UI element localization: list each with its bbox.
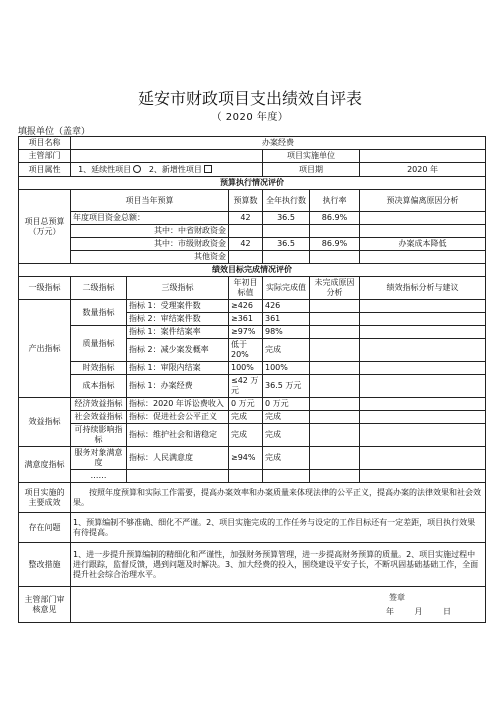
budget-cell: 42 xyxy=(229,212,263,225)
sign-label: 签章 xyxy=(389,592,406,602)
l3-label: 指标：2020 年诉讼费收入 xyxy=(127,398,229,411)
l2-label: 数量指标 xyxy=(71,300,127,326)
budget-header: 全年执行数 xyxy=(263,190,310,212)
circle-icon xyxy=(133,165,141,173)
filler-unit-label: 填报单位（盖章） xyxy=(18,127,91,137)
analysis-cell xyxy=(360,375,486,398)
actual-value: 完成 xyxy=(263,339,310,362)
perf-header: 一级指标 xyxy=(19,277,71,300)
measures-text: 1、进一步提升预算编制的精细化和严谨性，加强财务预算管理，进一步提高财务预算的质量。2、项目实施过程中进行跟踪，监督反馈，遇到问题及时解决。3、加大经费的投入，围绕建设平安子长，不断巩固基础基础工作，全面提升社会综合治理水平。 xyxy=(71,543,486,587)
output-indicator-label: 产出指标 xyxy=(19,300,71,398)
year-line: （ 2020 年度） xyxy=(211,112,289,123)
reason-cell xyxy=(310,326,360,339)
target-value: 完成 xyxy=(229,424,263,447)
budget-cell xyxy=(360,212,486,225)
perf-header: 实际完成值 xyxy=(263,277,310,300)
target-value: 100% xyxy=(229,362,263,375)
analysis-cell xyxy=(360,447,486,470)
problem-label: 存在问题 xyxy=(19,513,71,543)
analysis-cell xyxy=(360,398,486,411)
review-cell xyxy=(71,587,486,623)
period-value: 2020 年 xyxy=(360,163,486,177)
l3-label: 指标：促进社会公平正义 xyxy=(127,411,229,424)
perf-header: 年初目标值 xyxy=(229,277,263,300)
problem-text: 1、预算编制不够准确、细化不严谨。2、项目实施完成的工作任务与设定的工作目标还有一定差距，项目执行效果有待提高。 xyxy=(71,513,486,543)
checkbox-icon xyxy=(204,165,212,173)
budget-header: 预算数 xyxy=(229,190,263,212)
budget-cell: 36.5 xyxy=(263,212,310,225)
impl-unit-value xyxy=(360,150,486,163)
actual-value: 36.5 万元 xyxy=(263,375,310,398)
reason-cell xyxy=(310,411,360,424)
analysis-cell xyxy=(360,411,486,424)
l2-label: 成本指标 xyxy=(71,375,127,398)
evaluation-table xyxy=(18,136,486,623)
budget-cell xyxy=(263,225,310,238)
l2-label: 社会效益指标 xyxy=(71,411,127,424)
budget-cell xyxy=(229,251,263,264)
actual-value: 100% xyxy=(263,362,310,375)
reason-cell xyxy=(310,424,360,447)
review-label: 主管部门审核意见 xyxy=(19,587,71,623)
budget-cell xyxy=(360,251,486,264)
budget-section-title: 预算执行情况评价 xyxy=(19,177,486,190)
project-name-value: 办案经费 xyxy=(71,137,486,150)
l3-label: 指标 1：受理案件数 xyxy=(127,300,229,313)
budget-header: 执行率 xyxy=(310,190,360,212)
actual-value: 0 万元 xyxy=(263,398,310,411)
total-budget-label: 项目总预算（万元） xyxy=(19,190,71,264)
page-title: 延安市财政项目支出绩效自评表 xyxy=(137,89,362,108)
date-label: 年 月 日 xyxy=(385,606,452,616)
budget-cell xyxy=(360,225,486,238)
reason-cell xyxy=(310,375,360,398)
l2-label: 质量指标 xyxy=(71,326,127,362)
perf-header: 未完成原因分析 xyxy=(310,277,360,300)
analysis-cell xyxy=(360,339,486,362)
target-value: 0 万元 xyxy=(229,398,263,411)
actual-value: 361 xyxy=(263,313,310,326)
budget-header: 预决算偏离原因分析 xyxy=(360,190,486,212)
dept-value xyxy=(71,150,263,163)
benefit-indicator-label: 效益指标 xyxy=(19,398,71,447)
budget-cell: 36.5 xyxy=(263,238,310,251)
budget-row-label: 其他资金 xyxy=(71,251,229,264)
reason-cell xyxy=(310,339,360,362)
l2-label: 时效指标 xyxy=(71,362,127,375)
target-value: ≥361 xyxy=(229,313,263,326)
satisfaction-indicator-label: 满意度指标 xyxy=(19,447,71,483)
reason-cell xyxy=(310,447,360,470)
analysis-cell xyxy=(360,362,486,375)
analysis-cell xyxy=(360,326,486,339)
l3-label: 指标 1：案件结案率 xyxy=(127,326,229,339)
analysis-cell xyxy=(360,313,486,326)
impl-unit-label: 项目实施单位 xyxy=(263,150,360,163)
analysis-cell xyxy=(360,424,486,447)
attr-continuing-label: 1、延续性项目 xyxy=(78,164,132,174)
reason-cell xyxy=(310,300,360,313)
analysis-cell xyxy=(360,470,486,483)
analysis-cell xyxy=(360,300,486,313)
l2-label: 服务对象满意度 xyxy=(71,447,127,470)
budget-row-label: 年度项目资金总额： xyxy=(71,212,229,225)
reason-cell xyxy=(310,398,360,411)
perf-header: 三级指标 xyxy=(127,277,229,300)
reason-cell xyxy=(310,362,360,375)
dept-label: 主管部门 xyxy=(19,150,71,163)
perf-section-title: 绩效目标完成情况评价 xyxy=(19,264,486,277)
perf-header: 二级指标 xyxy=(71,277,127,300)
actual-value: 完成 xyxy=(263,447,310,470)
attr-options xyxy=(71,163,263,177)
target-value: 低于 20% xyxy=(229,339,263,362)
budget-header: 项目当年预算 xyxy=(71,190,229,212)
target-value: ≥94% xyxy=(229,447,263,470)
budget-row-label: 其中：市级财政资金 xyxy=(71,238,229,251)
actual-value: 完成 xyxy=(263,411,310,424)
budget-cell: 42 xyxy=(229,238,263,251)
budget-cell xyxy=(310,251,360,264)
effect-label: 项目实施的主要成效 xyxy=(19,483,71,513)
perf-header: 绩效指标分析与建议 xyxy=(360,277,486,300)
l3-label: 指标 1：办案经费 xyxy=(127,375,229,398)
l2-label: 经济效益指标 xyxy=(71,398,127,411)
reason-cell xyxy=(310,470,360,483)
target-value: ≤42 万元 xyxy=(229,375,263,398)
l3-label: 指标 2：减少案发概率 xyxy=(127,339,229,362)
l3-label: 指标 1：审限内结案 xyxy=(127,362,229,375)
attr-new-label: 2、新增性项目 xyxy=(148,164,202,174)
actual-value: 426 xyxy=(263,300,310,313)
effect-text: 按照年度预算和实际工作需要，提高办案效率和办案质量来体现法律的公平正义，提高办案的法律效果和社会效果。 xyxy=(71,483,486,513)
budget-cell xyxy=(229,225,263,238)
l3-label: 指标：人民满意度 xyxy=(127,447,229,470)
target-value xyxy=(229,470,263,483)
l3-label: 指标：维护社会和谐稳定 xyxy=(127,424,229,447)
period-label: 项目期 xyxy=(263,163,360,177)
budget-row-label: 其中：中省财政资金 xyxy=(71,225,229,238)
budget-cell: 86.9% xyxy=(310,212,360,225)
l3-label xyxy=(127,470,229,483)
budget-cell xyxy=(310,225,360,238)
actual-value: 完成 xyxy=(263,424,310,447)
project-name-label: 项目名称 xyxy=(19,137,71,150)
target-value: ≥97% xyxy=(229,326,263,339)
measures-label: 整改措施 xyxy=(19,543,71,587)
budget-cell xyxy=(263,251,310,264)
actual-value xyxy=(263,470,310,483)
actual-value: 98% xyxy=(263,326,310,339)
reason-cell xyxy=(310,313,360,326)
budget-cell: 办案成本降低 xyxy=(360,238,486,251)
attr-label: 项目属性 xyxy=(19,163,71,177)
target-value: ≥426 xyxy=(229,300,263,313)
l2-label: 可持续影响指标 xyxy=(71,424,127,447)
budget-cell: 86.9% xyxy=(310,238,360,251)
l3-label: 指标 2：审结案件数 xyxy=(127,313,229,326)
l2-label: …… xyxy=(71,470,127,483)
target-value: 完成 xyxy=(229,411,263,424)
